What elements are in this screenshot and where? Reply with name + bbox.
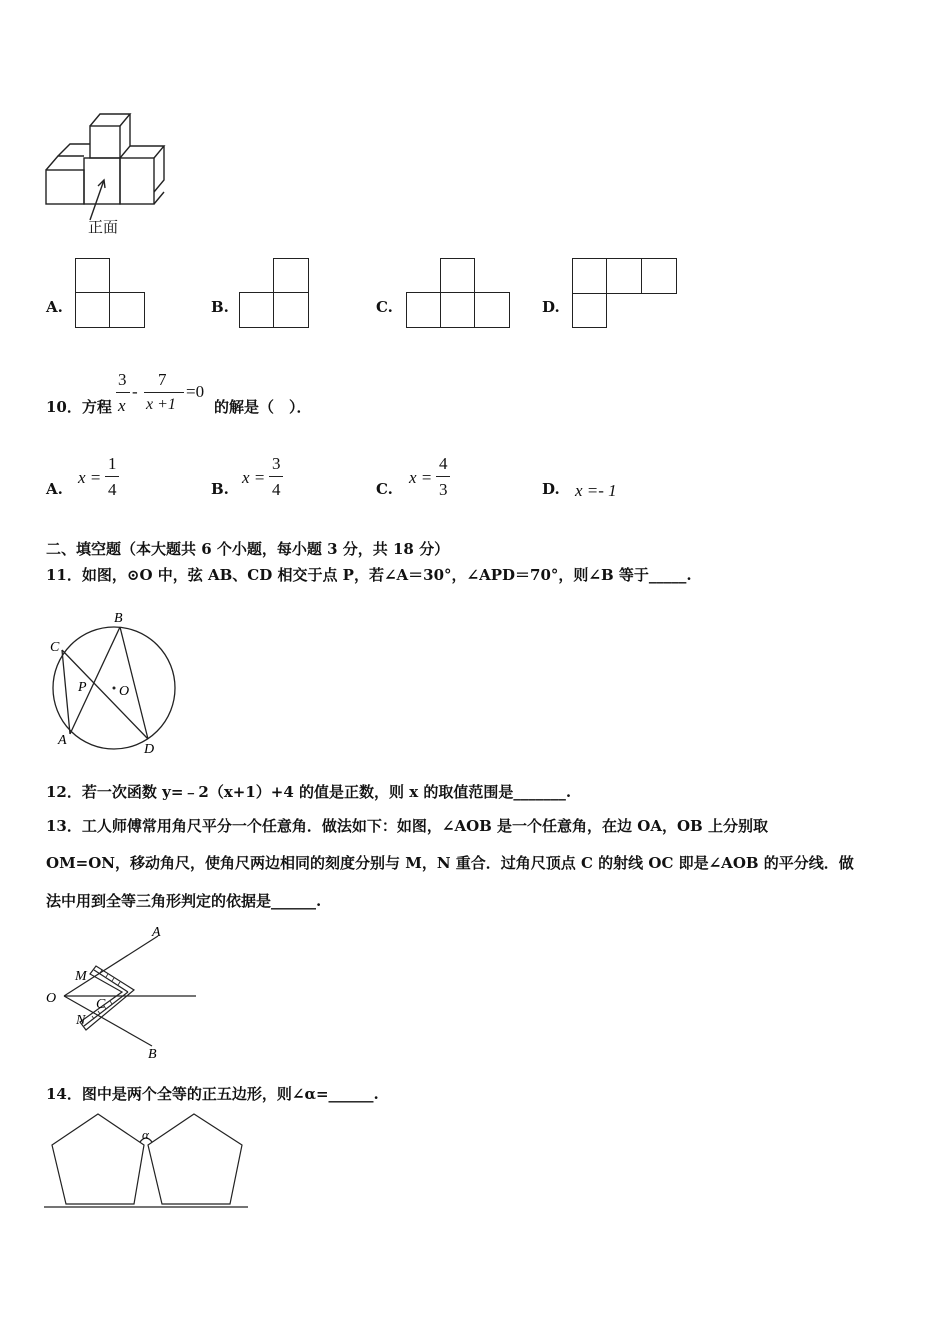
svg-text:D: D	[144, 742, 155, 757]
svg-text:C: C	[50, 640, 60, 655]
q12-text: 12．若一次函数 y=﹣2（x+1）+4 的值是正数，则 x 的取值范围是_______.	[46, 783, 572, 801]
view-square	[572, 293, 607, 328]
svg-text:A: A	[58, 733, 67, 748]
two-pentagons-figure	[42, 1112, 252, 1212]
svg-text:C: C	[96, 997, 106, 1012]
q11-text: 11．如图，⊙O 中，弦 AB、CD 相交于点 P，若∠A＝30°，∠APD＝70°，则∠B 等于_____.	[46, 566, 692, 584]
front-label: 正面	[88, 218, 119, 236]
q14-text: 14．图中是两个全等的正五边形，则∠α=______.	[46, 1085, 379, 1103]
option-label: B.	[211, 298, 229, 316]
q10-prefix: 10．方程	[46, 398, 112, 416]
view-square	[273, 258, 309, 293]
section-2-title: 二、填空题（本大题共 6 个小题，每小题 3 分，共 18 分）	[46, 540, 450, 558]
svg-text:M: M	[75, 969, 87, 984]
view-square	[239, 292, 274, 328]
view-square	[440, 292, 475, 328]
svg-text:O: O	[46, 991, 57, 1006]
option-label: A.	[46, 298, 63, 316]
view-square	[474, 292, 510, 328]
svg-text:O: O	[119, 684, 130, 699]
view-square	[109, 292, 145, 328]
view-square	[606, 258, 642, 294]
svg-text:A: A	[152, 925, 161, 940]
view-square	[75, 292, 110, 328]
q13-line-3: 法中用到全等三角形判定的依据是______.	[46, 892, 322, 910]
q13-line-2: OM=ON，移动角尺，使角尺两边相同的刻度分别与 M，N 重合．过角尺顶点 C 的射线 OC 即是∠AOB 的平分线．做	[46, 854, 854, 872]
view-square	[641, 258, 677, 294]
svg-text:N: N	[76, 1013, 86, 1028]
angle-bisector-figure	[42, 922, 212, 1062]
svg-text:B: B	[114, 611, 123, 626]
svg-text:α: α	[142, 1127, 149, 1142]
svg-text:B: B	[148, 1047, 157, 1062]
q10-equation: 3 x - 7 x +1 =0	[118, 370, 205, 415]
option-label: D.	[542, 298, 560, 316]
svg-text:P: P	[78, 680, 87, 695]
view-square	[75, 258, 110, 293]
option-label: C.	[376, 298, 393, 316]
view-square	[406, 292, 441, 328]
view-square	[572, 258, 607, 294]
view-square	[273, 292, 309, 328]
q13-line-1: 13．工人师傅常用角尺平分一个任意角．做法如下：如图，∠AOB 是一个任意角，在边 OA，OB 上分别取	[46, 817, 768, 835]
q10-suffix: 的解是（ ）．	[214, 398, 312, 416]
circle-chords-figure	[44, 608, 184, 758]
view-square	[440, 258, 475, 293]
